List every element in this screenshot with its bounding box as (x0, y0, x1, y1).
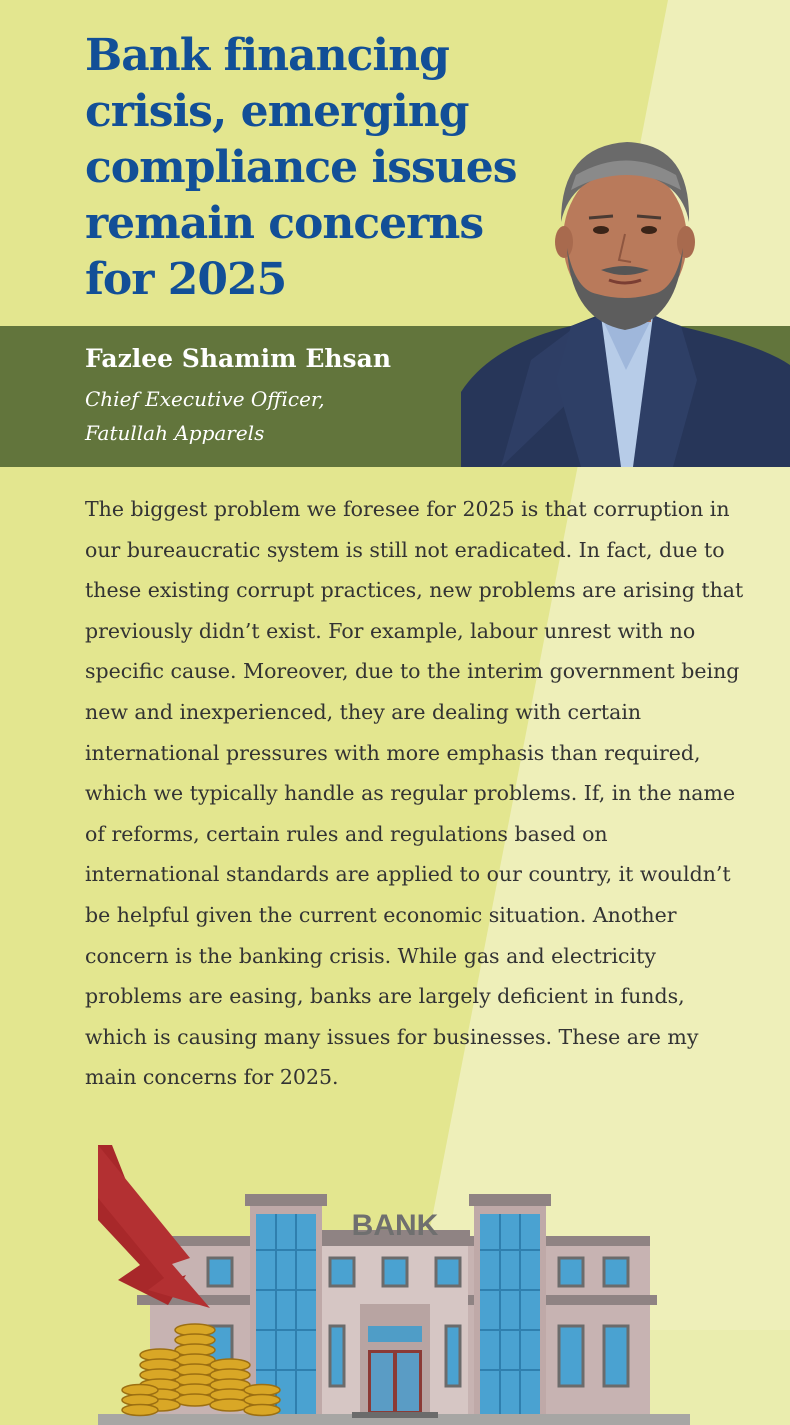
bank-illustration (0, 1140, 790, 1425)
article-headline: Bank financing crisis, emerging compliance issues remain concerns for 2025 (85, 30, 517, 305)
article-body: The biggest problem we foresee for 2025 is that corruption in our bureaucratic system is still not eradicated. In fact, due to these existing corrupt practices, new problems are arising that previously didn’t exist. For example, labour unrest with no specific cause. Moreover, due to the interim government being new and inexperienced, they are dealing with certain international pressures with more emphasis than required, which we typically handle as regular problems. If, in the name of reforms, certain rules and regulations based on international standards are applied to our country, it wouldn’t be helpful given the current economic situation. Another concern is the banking crisis. While gas and electricity problems are easing, banks are largely deficient in funds, which is causing many issues for businesses. These are my main concerns for 2025. (85, 497, 744, 1090)
author-name: Fazlee Shamim Ehsan (85, 344, 392, 373)
author-title: Chief Executive Officer, Fatullah Apparels (85, 387, 325, 445)
author-portrait (461, 130, 790, 467)
bank-sign: BANK (351, 1209, 439, 1242)
